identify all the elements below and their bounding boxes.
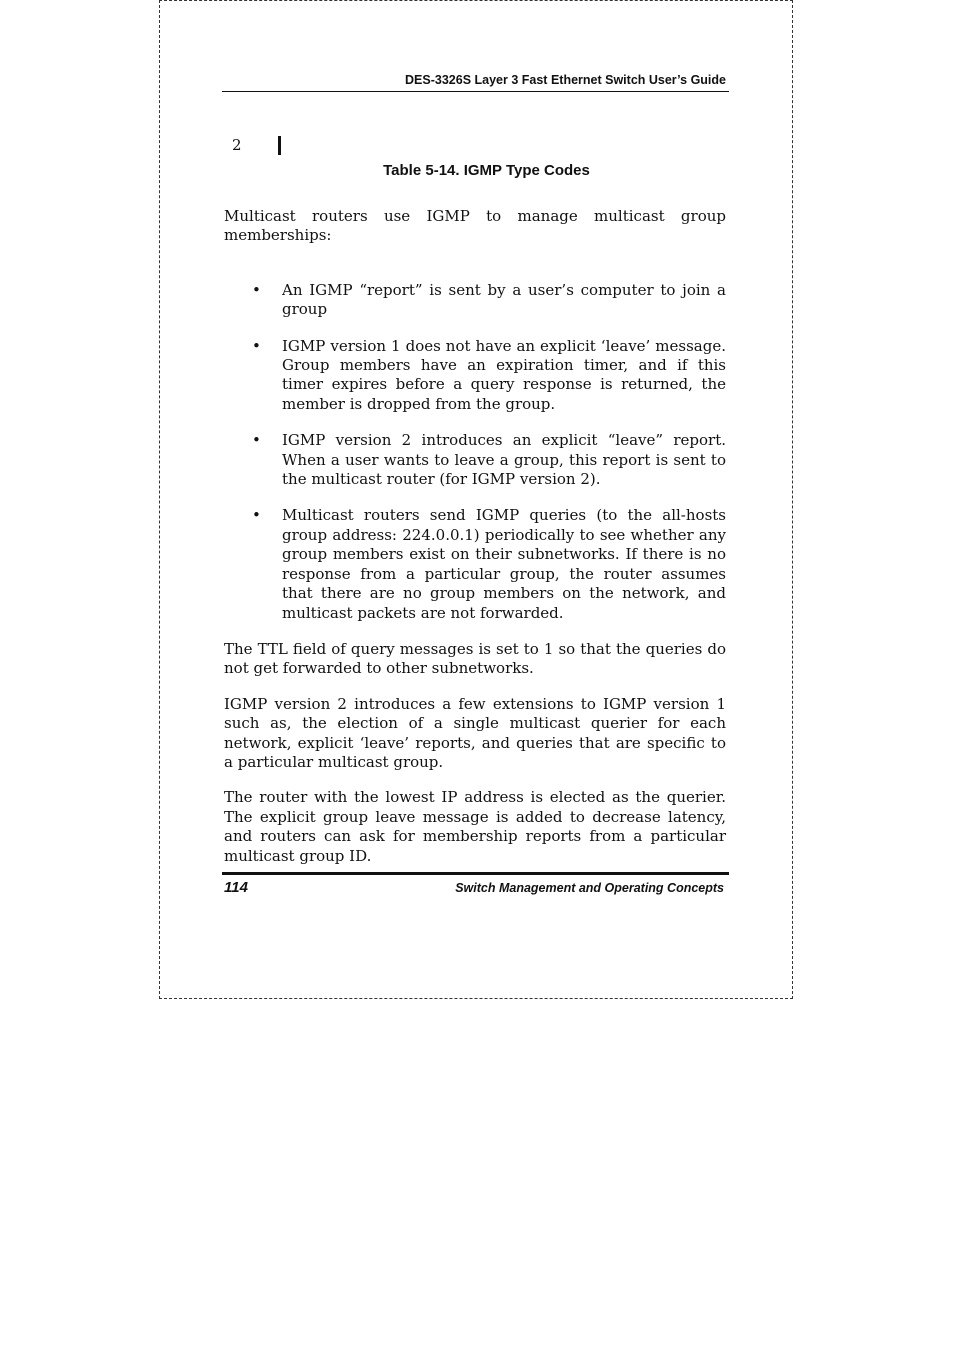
body-paragraph: The TTL field of query messages is set to 1 so that the queries do not get forwarded to other subnetworks. xyxy=(224,639,726,678)
list-item xyxy=(224,337,726,415)
bullet-icon: • xyxy=(252,506,261,525)
list-item-text: An IGMP “report” is sent by a user’s computer to join a group xyxy=(282,280,726,319)
bullet-list xyxy=(224,281,726,623)
body-paragraph: IGMP version 2 introduces a few extensions to IGMP version 1 such as, the election of a single multicast querier for each network, explicit ‘leave’ reports, and queries that are specific to a particular multicast group. xyxy=(224,694,726,771)
body-paragraph: The router with the lowest IP address is elected as the querier. The explicit group leave message is added to decrease latency, and routers can ask for membership reports from a particular multicast group ID. xyxy=(224,788,726,865)
running-header: DES-3326S Layer 3 Fast Ethernet Switch User’s Guide xyxy=(405,73,726,87)
footer-rule xyxy=(222,872,729,875)
list-item-text: Multicast routers send IGMP queries (to the all-hosts group address: 224.0.0.1) periodically to see whether any group members exist on their subnetworks. If there is no response from a particular group, the router assumes that there are no group members on the network, and multicast packets are not forwarded. xyxy=(282,506,726,622)
page-number: 114 xyxy=(224,879,248,896)
intro-paragraph: Multicast routers use IGMP to manage multicast group memberships: xyxy=(224,207,726,245)
stray-number: 2 xyxy=(232,136,242,154)
list-item xyxy=(224,431,726,489)
bullet-icon: • xyxy=(252,280,261,299)
table-caption: Table 5-14. IGMP Type Codes xyxy=(383,162,590,179)
running-footer: Switch Management and Operating Concepts xyxy=(455,881,724,895)
list-item xyxy=(224,281,726,320)
bullet-icon: • xyxy=(252,431,261,450)
body-content xyxy=(224,207,726,882)
header-rule xyxy=(222,91,729,92)
change-bar xyxy=(278,136,281,155)
list-item xyxy=(224,506,726,622)
list-item-text: IGMP version 2 introduces an explicit “leave” report. When a user wants to leave a group, this report is sent to the multicast router (for IGMP version 2). xyxy=(282,431,726,489)
list-item-text: IGMP version 1 does not have an explicit ‘leave’ message. Group members have an expiration timer, and if this timer expires before a query response is returned, the member is dropped from the group. xyxy=(282,336,726,413)
bullet-icon: • xyxy=(252,336,261,355)
